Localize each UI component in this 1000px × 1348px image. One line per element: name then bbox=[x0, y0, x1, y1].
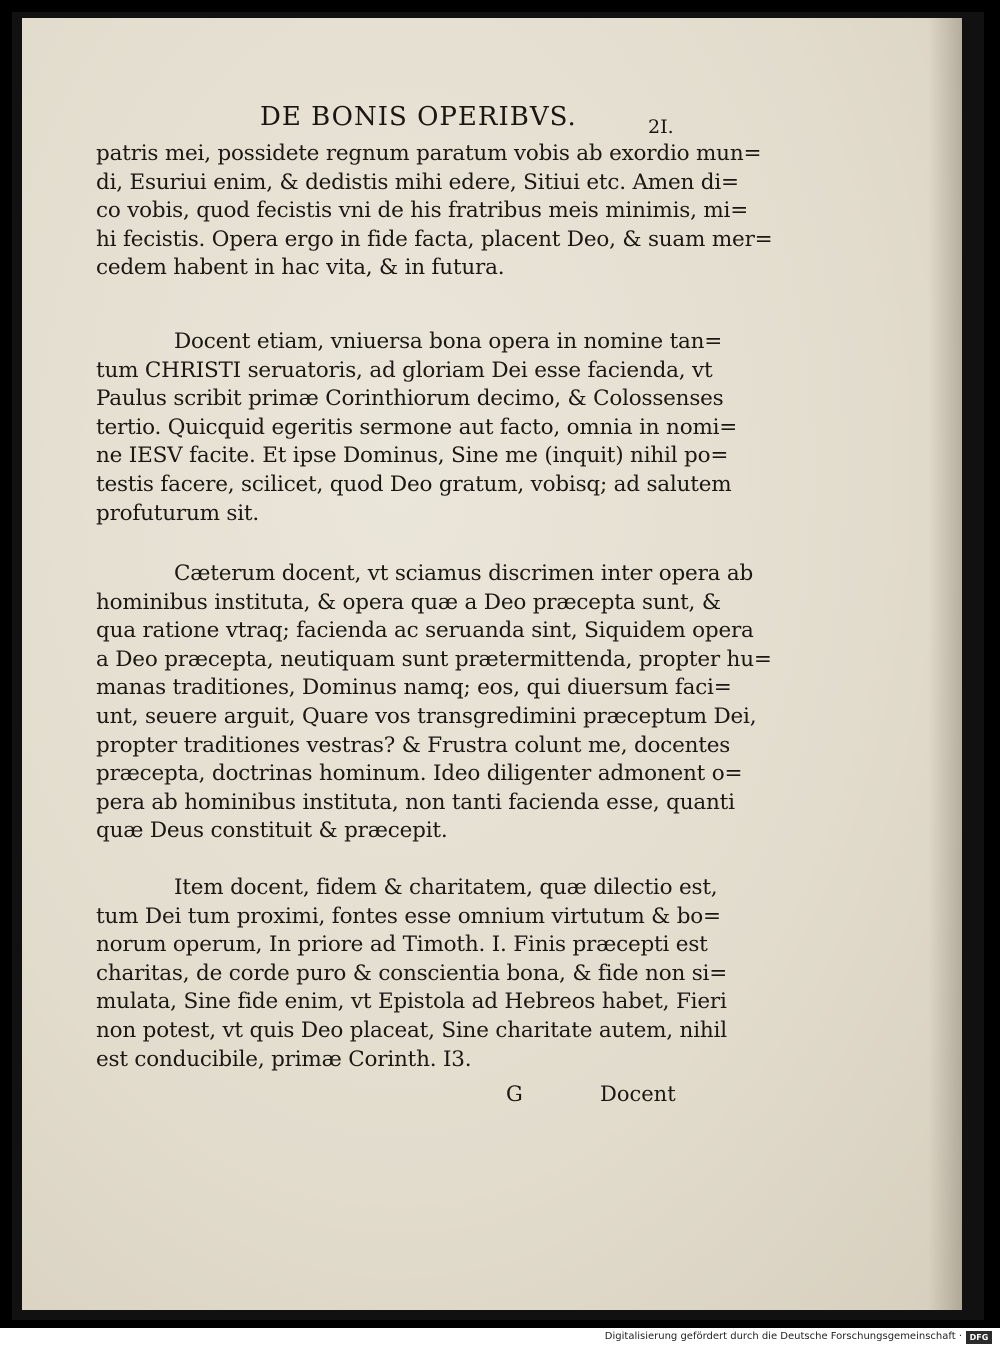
text-line: norum operum, In priore ad Timoth. I. Finis præcepti est bbox=[96, 932, 708, 958]
paragraph-2 bbox=[96, 328, 738, 528]
paragraph-1 bbox=[96, 140, 773, 283]
text-line: co vobis, quod fecistis vni de his fratribus meis minimis, mi= bbox=[96, 198, 749, 224]
funding-credit: Digitalisierung gefördert durch die Deutsche Forschungsgemeinschaft · bbox=[604, 1331, 962, 1342]
text-line: Cæterum docent, vt sciamus discrimen inter opera ab bbox=[174, 561, 754, 586]
text-line: profuturum sit. bbox=[96, 500, 260, 526]
folio-number: 2I. bbox=[648, 116, 674, 138]
text-line: a Deo præcepta, neutiquam sunt prætermittenda, propter hu= bbox=[96, 646, 772, 672]
text-line: quæ Deus constituit & præcepit. bbox=[96, 818, 448, 844]
text-line: testis facere, scilicet, quod Deo gratum, vobisq; ad salutem bbox=[96, 471, 732, 497]
text-line: Paulus scribit primæ Corinthiorum decimo, & Colossenses bbox=[96, 386, 724, 412]
digitization-footer bbox=[0, 1328, 1000, 1348]
page-edge-shadow bbox=[928, 18, 962, 1310]
text-line: præcepta, doctrinas hominum. Ideo diligenter admonent o= bbox=[96, 761, 743, 787]
text-line: Item docent, fidem & charitatem, quæ dilectio est, bbox=[174, 875, 718, 900]
paragraph-3 bbox=[96, 560, 772, 846]
signature-mark: G bbox=[506, 1082, 523, 1106]
text-line: hominibus instituta, & opera quæ a Deo præcepta sunt, & bbox=[96, 589, 721, 615]
dfg-logo-icon: DFG bbox=[966, 1331, 992, 1344]
text-line: mulata, Sine fide enim, vt Epistola ad Hebreos habet, Fieri bbox=[96, 989, 727, 1015]
text-line: cedem habent in hac vita, & in futura. bbox=[96, 255, 505, 281]
book-page bbox=[22, 18, 962, 1310]
catchword: Docent bbox=[600, 1082, 676, 1106]
text-line: Docent etiam, vniuersa bona opera in nomine tan= bbox=[174, 329, 723, 354]
text-line: manas traditiones, Dominus namq; eos, qui diuersum faci= bbox=[96, 675, 732, 701]
text-line: tum Dei tum proximi, fontes esse omnium virtutum & bo= bbox=[96, 903, 721, 929]
text-line: tertio. Quicquid egeritis sermone aut facto, omnia in nomi= bbox=[96, 414, 738, 440]
text-line: unt, seuere arguit, Quare vos transgredimini præceptum Dei, bbox=[96, 703, 757, 729]
text-line: est conducibile, primæ Corinth. I3. bbox=[96, 1046, 472, 1072]
text-line: tum CHRISTI seruatoris, ad gloriam Dei esse facienda, vt bbox=[96, 357, 713, 383]
text-line: ne IESV facite. Et ipse Dominus, Sine me (inquit) nihil po= bbox=[96, 443, 729, 469]
text-line: hi fecistis. Opera ergo in fide facta, placent Deo, & suam mer= bbox=[96, 226, 773, 252]
text-line: pera ab hominibus instituta, non tanti facienda esse, quanti bbox=[96, 789, 735, 815]
running-head: DE BONIS OPERIBVS. bbox=[260, 102, 577, 132]
text-line: patris mei, possidete regnum paratum vobis ab exordio mun= bbox=[96, 141, 762, 166]
text-line: charitas, de corde puro & conscientia bona, & fide non si= bbox=[96, 960, 728, 986]
paragraph-4 bbox=[96, 874, 728, 1074]
text-line: non potest, vt quis Deo placeat, Sine charitate autem, nihil bbox=[96, 1017, 727, 1043]
text-line: qua ratione vtraq; facienda ac seruanda sint, Siquidem opera bbox=[96, 618, 754, 644]
text-line: propter traditiones vestras? & Frustra colunt me, docentes bbox=[96, 732, 731, 758]
text-line: di, Esuriui enim, & dedistis mihi edere, Sitiui etc. Amen di= bbox=[96, 169, 739, 195]
